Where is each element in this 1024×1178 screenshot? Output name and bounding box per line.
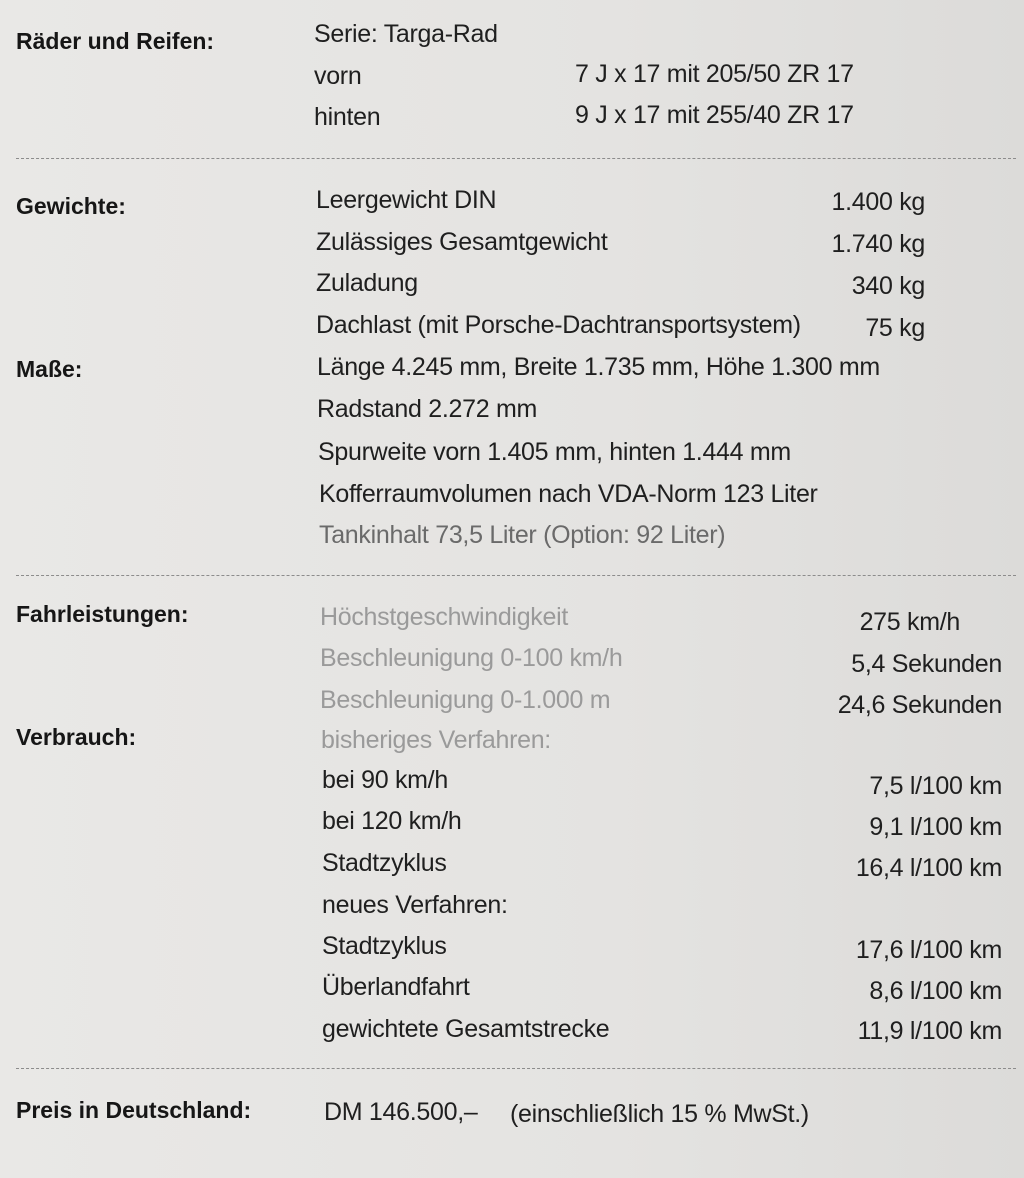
weights-heading: Gewichte: xyxy=(16,193,126,219)
consumption-value: 16,4 l/100 km xyxy=(855,854,1002,882)
performance-value: 275 km/h xyxy=(859,608,960,636)
section-divider xyxy=(16,575,1016,576)
price-value: DM 146.500,– xyxy=(324,1098,478,1126)
consumption-value: 17,6 l/100 km xyxy=(855,936,1002,964)
consumption-name: gewichtete Gesamtstrecke xyxy=(322,1015,610,1043)
wheels-heading: Räder und Reifen: xyxy=(16,28,215,54)
wheels-rear-label: hinten xyxy=(314,103,381,131)
price-heading: Preis in Deutschland: xyxy=(16,1097,252,1123)
wheels-front-value: 7 J x 17 mit 205/50 ZR 17 xyxy=(575,60,854,88)
consumption-name: bei 90 km/h xyxy=(322,766,448,794)
dimension-line: Kofferraumvolumen nach VDA-Norm 123 Liter xyxy=(319,480,818,508)
consumption-name: bei 120 km/h xyxy=(322,807,462,835)
consumption-name: Überlandfahrt xyxy=(322,973,470,1001)
consumption-name: Stadtzyklus xyxy=(322,849,447,877)
consumption-value: 8,6 l/100 km xyxy=(869,977,1002,1005)
weight-name: Zulässiges Gesamtgewicht xyxy=(316,228,608,256)
weight-value: 75 kg xyxy=(865,314,925,342)
wheels-front-label: vorn xyxy=(314,62,362,90)
dimension-line: Spurweite vorn 1.405 mm, hinten 1.444 mm xyxy=(318,438,791,466)
performance-value: 24,6 Sekunden xyxy=(837,691,1002,719)
wheels-rear-value: 9 J x 17 mit 255/40 ZR 17 xyxy=(575,101,854,129)
performance-heading: Fahrleistungen: xyxy=(16,601,189,627)
consumption-name: Stadtzyklus xyxy=(322,932,447,960)
weight-name: Leergewicht DIN xyxy=(316,186,497,214)
dimension-line: Länge 4.245 mm, Breite 1.735 mm, Höhe 1.300 mm xyxy=(317,353,880,381)
consumption-value: 11,9 l/100 km xyxy=(857,1017,1002,1045)
dimension-line: Radstand 2.272 mm xyxy=(317,395,538,423)
weight-value: 1.400 kg xyxy=(831,188,925,216)
weight-value: 1.740 kg xyxy=(831,230,925,258)
section-divider xyxy=(16,1068,1016,1069)
weight-value: 340 kg xyxy=(851,272,925,300)
wheels-series: Serie: Targa-Rad xyxy=(314,20,498,48)
performance-name: Beschleunigung 0-1.000 m xyxy=(320,686,611,714)
performance-value: 5,4 Sekunden xyxy=(851,650,1002,678)
consumption-value: 7,5 l/100 km xyxy=(869,772,1002,800)
consumption-value: 9,1 l/100 km xyxy=(869,813,1002,841)
price-note: (einschließlich 15 % MwSt.) xyxy=(510,1100,809,1128)
consumption-old-heading: bisheriges Verfahren: xyxy=(321,726,551,754)
dimensions-heading: Maße: xyxy=(16,356,83,382)
weight-name: Dachlast (mit Porsche-Dachtransportsystem) xyxy=(316,311,801,339)
consumption-heading: Verbrauch: xyxy=(16,724,137,750)
dimension-line: Tankinhalt 73,5 Liter (Option: 92 Liter) xyxy=(319,521,726,549)
performance-name: Beschleunigung 0-100 km/h xyxy=(320,644,623,672)
performance-name: Höchstgeschwindigkeit xyxy=(320,603,568,631)
consumption-new-heading: neues Verfahren: xyxy=(322,891,508,919)
weight-name: Zuladung xyxy=(316,269,418,297)
section-divider xyxy=(16,158,1016,159)
